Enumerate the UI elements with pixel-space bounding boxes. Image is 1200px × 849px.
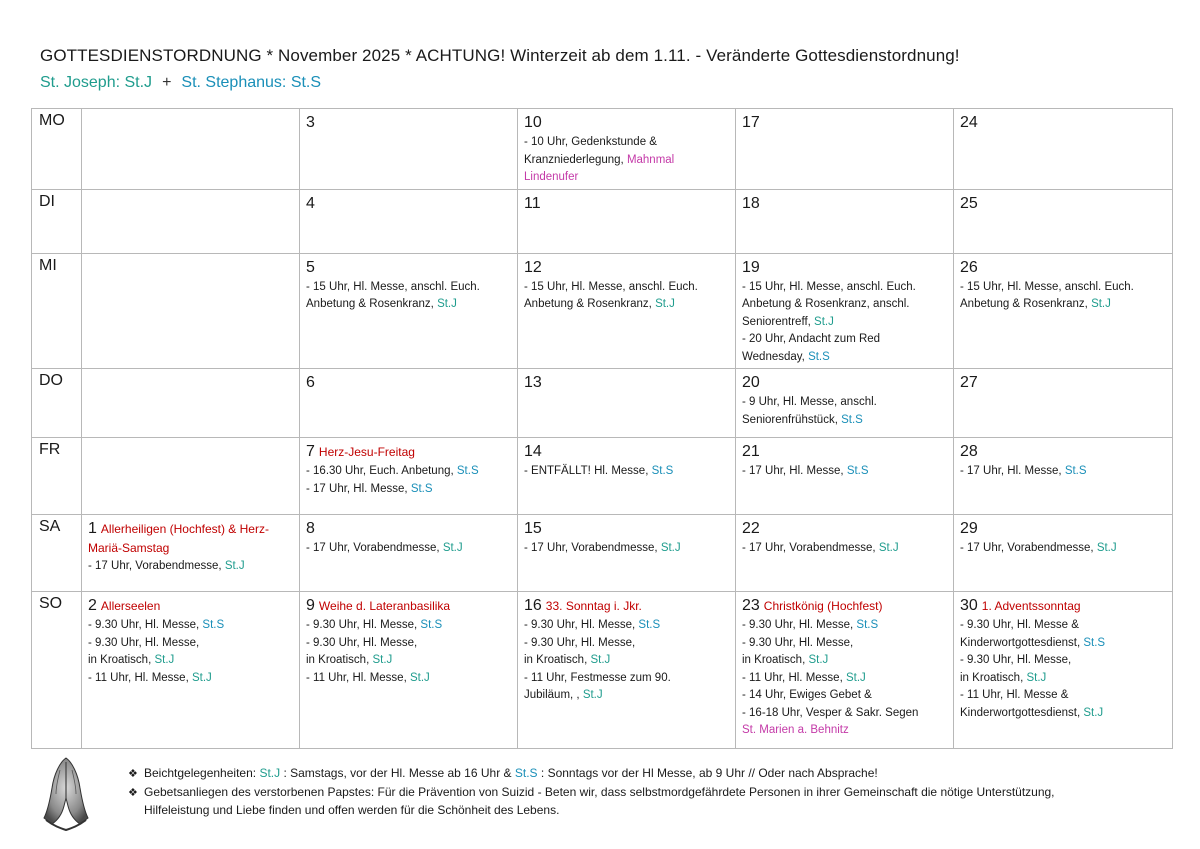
day-number: 20	[742, 374, 760, 391]
day-number: 27	[960, 374, 978, 391]
day-number: 5	[306, 258, 315, 276]
event: Anbetung & Rosenkranz, St.J	[960, 298, 1111, 310]
location-st-j: St.J	[655, 298, 675, 310]
event: - 17 Uhr, Vorabendmesse, St.J	[742, 542, 899, 554]
event: - 17 Uhr, Hl. Messe, St.S	[742, 465, 869, 477]
location-st-s: St.S	[514, 766, 538, 780]
diamond-bullet-icon: ❖	[128, 787, 138, 799]
event: Seniorenfrühstück, St.S	[742, 413, 863, 426]
event: - 17 Uhr, Hl. Messe, St.S	[306, 482, 433, 495]
day-label: DI	[32, 189, 82, 253]
event: Kinderwortgottesdienst, St.S	[960, 636, 1106, 649]
day-number: 22	[742, 520, 760, 537]
event: - 17 Uhr, Vorabendmesse, St.J	[524, 542, 681, 554]
parish-st-joseph: St. Joseph: St.J	[40, 74, 153, 91]
day-cell-empty	[82, 253, 300, 369]
event: - 10 Uhr, Gedenkstunde &	[524, 136, 657, 148]
day-cell	[954, 515, 1173, 592]
plus-sign: +	[162, 74, 172, 91]
day-cell-empty	[82, 189, 300, 253]
diamond-bullet-icon: ❖	[128, 768, 138, 780]
location-st-j: St.J	[878, 542, 899, 554]
day-cell	[300, 515, 518, 592]
day-cell	[518, 189, 736, 253]
day-number: 25	[960, 194, 978, 212]
page-title: GOTTESDIENSTORDNUNG * November 2025 * ACHTUNG! Winterzeit ab dem 1.11. - Veränderte Gottesdienstordnung!	[40, 46, 960, 65]
day-cell-empty	[82, 438, 300, 515]
event: - 9.30 Uhr, Hl. Messe,	[306, 636, 418, 649]
day-cell	[300, 253, 518, 369]
event: Kinderwortgottesdienst, St.J	[960, 706, 1104, 719]
location-st-j: St.J	[814, 315, 834, 328]
day-number: 28	[960, 443, 978, 460]
event: - 17 Uhr, Vorabendmesse, St.J	[88, 559, 245, 572]
day-number: 24	[960, 114, 978, 131]
day-label: MI	[32, 253, 82, 369]
day-cell	[954, 592, 1173, 749]
event: - 17 Uhr, Vorabendmesse, St.J	[306, 542, 463, 554]
day-number: 16	[524, 597, 542, 614]
event: Seniorentreff, St.J	[742, 315, 834, 328]
day-cell	[300, 109, 518, 190]
location-st-j: St.J	[660, 542, 681, 554]
location-mahnmal: Mahnmal	[626, 153, 675, 166]
day-label: SA	[32, 515, 82, 592]
day-number: 10	[524, 114, 542, 131]
location-st-s: St.S	[420, 619, 443, 631]
location-lindenufer: Lindenufer	[524, 171, 579, 183]
location-st-s: St.S	[410, 482, 433, 495]
event: - 9.30 Uhr, Hl. Messe, St.S	[742, 619, 879, 631]
location-st-s: St.S	[808, 350, 830, 363]
day-label: SO	[32, 592, 82, 749]
location-st-j: St.J	[1083, 706, 1104, 719]
day-number: 4	[306, 194, 315, 212]
day-number: 23	[742, 597, 760, 614]
row-thursday	[32, 369, 1173, 438]
location-st-s: St.S	[638, 619, 661, 631]
day-label: DO	[32, 369, 82, 438]
day-number: 19	[742, 258, 760, 276]
day-number: 3	[306, 114, 315, 131]
feast-label: Mariä-Samstag	[88, 541, 170, 555]
location-st-s: St.S	[846, 465, 869, 477]
footnote-prayer: ❖ Gebetsanliegen des verstorbenen Papstes: Für die Prävention von Suizid - Beten wir, dass selbstmordgefährdete Personen in ihrer Gemeinschaft die nötige Unterstützung,	[128, 783, 1055, 802]
location-st-j: St.J	[191, 671, 212, 684]
event: - 16.30 Uhr, Euch. Anbetung, St.S	[306, 465, 479, 477]
day-cell	[300, 189, 518, 253]
location-st-marien: St. Marien a. Behnitz	[742, 724, 849, 736]
location-st-s: St.S	[856, 619, 879, 631]
event: - 9.30 Uhr, Hl. Messe,	[524, 636, 636, 649]
event: - 20 Uhr, Andacht zum Red	[742, 333, 881, 345]
day-cell-empty	[82, 369, 300, 438]
day-number: 18	[742, 194, 760, 212]
day-number: 1	[88, 520, 97, 537]
footnote-confession: ❖ Beichtgelegenheiten: St.J : Samstags, vor der Hl. Messe ab 16 Uhr & St.S : Sonntags vor der Hl Messe, ab 9 Uhr // Oder nach Absprache!	[128, 764, 878, 783]
event: in Kroatisch, St.J	[524, 654, 611, 666]
day-number: 8	[306, 520, 315, 537]
location-st-s: St.S	[1064, 465, 1087, 477]
day-cell	[736, 109, 954, 190]
feast-label: Christkönig (Hochfest)	[763, 599, 883, 613]
row-sunday	[32, 592, 1173, 749]
event: - 11 Uhr, Hl. Messe, St.J	[88, 671, 212, 684]
location-st-j: St.J	[259, 766, 281, 780]
day-number: 9	[306, 597, 315, 614]
day-cell	[82, 515, 300, 592]
day-number: 29	[960, 520, 978, 537]
event: - 15 Uhr, Hl. Messe, anschl. Euch.	[524, 280, 698, 293]
day-cell	[736, 369, 954, 438]
location-st-s: St.S	[841, 413, 863, 426]
feast-label: 1. Adventssonntag	[981, 599, 1081, 613]
row-monday	[32, 109, 1173, 190]
location-st-j: St.J	[590, 654, 611, 666]
location-st-j: St.J	[1091, 298, 1111, 310]
event: Anbetung & Rosenkranz, St.J	[524, 298, 675, 310]
day-number: 12	[524, 258, 542, 276]
day-number: 13	[524, 374, 542, 391]
day-cell	[300, 369, 518, 438]
location-st-j: St.J	[808, 654, 829, 666]
day-cell-empty	[82, 109, 300, 190]
location-st-j: St.J	[409, 671, 430, 684]
event: - 9.30 Uhr, Hl. Messe, St.S	[306, 619, 443, 631]
day-number: 17	[742, 114, 760, 131]
day-cell	[518, 592, 736, 749]
day-number: 11	[524, 194, 541, 212]
day-label: MO	[32, 109, 82, 190]
row-tuesday	[32, 189, 1173, 253]
row-wednesday	[32, 253, 1173, 369]
day-cell	[736, 592, 954, 749]
event: - 9.30 Uhr, Hl. Messe,	[88, 636, 200, 649]
day-label: FR	[32, 438, 82, 515]
parish-st-stephanus: St. Stephanus: St.S	[181, 74, 322, 91]
day-number: 26	[960, 258, 978, 276]
location-st-j: St.J	[1096, 542, 1117, 554]
day-cell	[518, 515, 736, 592]
feast-label: Herz-Jesu-Freitag	[318, 445, 415, 459]
feast-label: Allerheiligen (Hochfest) & Herz-	[100, 522, 269, 536]
feast-label: Allerseelen	[100, 599, 161, 613]
day-cell	[518, 109, 736, 190]
event: - 11 Uhr, Hl. Messe, St.J	[742, 671, 866, 684]
event: Anbetung & Rosenkranz, anschl.	[742, 298, 910, 310]
event: - 11 Uhr, Hl. Messe, St.J	[306, 671, 430, 684]
praying-hands-icon	[40, 754, 92, 832]
event: in Kroatisch, St.J	[88, 654, 175, 666]
location-st-j: St.J	[437, 298, 457, 310]
event: in Kroatisch, St.J	[742, 654, 829, 666]
day-number: 2	[88, 597, 97, 614]
location-st-j: St.J	[224, 559, 245, 572]
location-st-j: St.J	[1026, 671, 1047, 684]
day-number: 6	[306, 374, 315, 391]
event: - 9.30 Uhr, Hl. Messe &	[960, 619, 1079, 631]
day-number: 30	[960, 597, 978, 614]
event: - 9.30 Uhr, Hl. Messe,	[742, 636, 854, 649]
event: in Kroatisch, St.J	[960, 671, 1047, 684]
day-cell	[954, 109, 1173, 190]
event: in Kroatisch, St.J	[306, 654, 393, 666]
row-saturday	[32, 515, 1173, 592]
day-cell	[954, 253, 1173, 369]
event: - 15 Uhr, Hl. Messe, anschl. Euch.	[742, 280, 916, 293]
day-cell	[300, 592, 518, 749]
day-cell	[954, 438, 1173, 515]
event: - 9.30 Uhr, Hl. Messe,	[960, 654, 1072, 666]
event: - 9.30 Uhr, Hl. Messe, St.S	[524, 619, 661, 631]
day-cell	[82, 592, 300, 749]
location-st-j: St.J	[372, 654, 393, 666]
location-st-s: St.S	[202, 619, 225, 631]
location-st-j: St.J	[442, 542, 463, 554]
day-number: 14	[524, 443, 542, 460]
event: - 9 Uhr, Hl. Messe, anschl.	[742, 396, 877, 408]
location-st-s: St.S	[456, 465, 479, 477]
day-cell	[518, 438, 736, 515]
event: - 17 Uhr, Hl. Messe, St.S	[960, 465, 1087, 477]
footnote-prayer-cont: Hilfeleistung und Liebe finden und offen werden für die Schönheit des Lebens.	[144, 803, 560, 817]
event: Wednesday, St.S	[742, 350, 830, 363]
location-st-s: St.S	[651, 465, 674, 477]
day-cell	[954, 189, 1173, 253]
day-cell	[736, 253, 954, 369]
event: - 15 Uhr, Hl. Messe, anschl. Euch.	[960, 280, 1134, 293]
parish-legend	[40, 74, 321, 92]
feast-label: 33. Sonntag i. Jkr.	[545, 599, 642, 613]
event: Anbetung & Rosenkranz, St.J	[306, 298, 457, 310]
location-st-j: St.J	[154, 654, 175, 666]
row-friday	[32, 438, 1173, 515]
event: - 17 Uhr, Vorabendmesse, St.J	[960, 542, 1117, 554]
calendar-table	[31, 108, 1173, 749]
day-cell	[736, 438, 954, 515]
event: Jubiläum, , St.J	[524, 689, 603, 701]
event: - ENTFÄLLT! Hl. Messe, St.S	[524, 465, 674, 477]
location-st-j: St.J	[582, 689, 603, 701]
event: Kranzniederlegung, Mahnmal	[524, 153, 675, 166]
day-cell	[954, 369, 1173, 438]
location-st-s: St.S	[1083, 636, 1106, 649]
day-cell	[518, 369, 736, 438]
feast-label: Weihe d. Lateranbasilika	[318, 599, 451, 613]
event: - 11 Uhr, Hl. Messe &	[960, 689, 1069, 701]
event: - 15 Uhr, Hl. Messe, anschl. Euch.	[306, 280, 480, 293]
location-st-j: St.J	[845, 671, 866, 684]
day-cell	[300, 438, 518, 515]
event: - 9.30 Uhr, Hl. Messe, St.S	[88, 619, 225, 631]
event: - 14 Uhr, Ewiges Gebet &	[742, 689, 872, 701]
day-number: 15	[524, 520, 542, 537]
event: - 11 Uhr, Festmesse zum 90.	[524, 671, 671, 684]
day-cell	[736, 189, 954, 253]
day-number: 7	[306, 443, 315, 460]
event: - 16-18 Uhr, Vesper & Sakr. Segen	[742, 706, 919, 719]
day-cell	[518, 253, 736, 369]
day-cell	[736, 515, 954, 592]
day-number: 21	[742, 443, 760, 460]
